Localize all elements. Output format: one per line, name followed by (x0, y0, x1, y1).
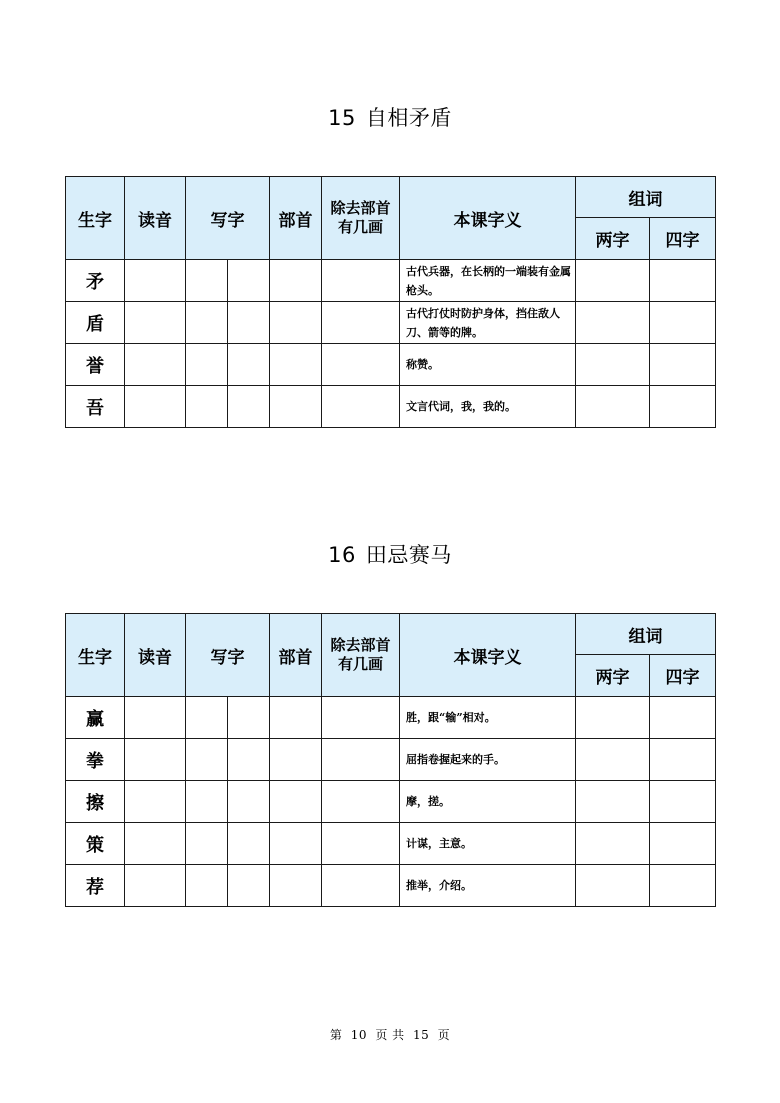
meaning-cell: 屈指卷握起来的手。 (400, 739, 576, 781)
stroke-cell[interactable] (322, 697, 400, 739)
char-cell: 誉 (66, 344, 125, 386)
pinyin-cell[interactable] (125, 697, 186, 739)
meaning-cell: 称赞。 (400, 344, 576, 386)
four-char-word-cell[interactable] (650, 302, 716, 344)
header-stroke-line1: 除去部首 (330, 636, 391, 654)
header-bushou: 部首 (270, 177, 322, 260)
table-row (66, 386, 716, 428)
write-cell[interactable] (186, 781, 228, 823)
footer-suffix: 页 (437, 1028, 451, 1042)
stroke-cell[interactable] (322, 386, 400, 428)
pinyin-cell[interactable] (125, 781, 186, 823)
radical-cell[interactable] (270, 344, 322, 386)
meaning-cell: 古代兵器，在长柄的一端装有金属枪头。 (400, 260, 576, 302)
footer-prefix: 第 (329, 1028, 343, 1042)
char-cell: 荐 (66, 865, 125, 907)
char-cell: 策 (66, 823, 125, 865)
four-char-word-cell[interactable] (650, 781, 716, 823)
write-cell[interactable] (186, 739, 228, 781)
write-cell[interactable] (186, 697, 228, 739)
table-row (66, 260, 716, 302)
footer-page-number: 10 (350, 1028, 367, 1042)
lesson-number: 15 (328, 106, 356, 130)
meaning-cell: 摩，搓。 (400, 781, 576, 823)
two-char-word-cell[interactable] (576, 344, 650, 386)
char-cell: 盾 (66, 302, 125, 344)
four-char-word-cell[interactable] (650, 386, 716, 428)
write-cell[interactable] (228, 739, 270, 781)
table-row (66, 739, 716, 781)
header-stroke-count (322, 177, 400, 260)
four-char-word-cell[interactable] (650, 697, 716, 739)
write-cell[interactable] (186, 386, 228, 428)
write-cell[interactable] (228, 865, 270, 907)
page-footer (0, 1026, 780, 1043)
stroke-cell[interactable] (322, 865, 400, 907)
lesson-title (0, 539, 780, 569)
four-char-word-cell[interactable] (650, 260, 716, 302)
write-cell[interactable] (228, 344, 270, 386)
header-liangzi: 两字 (576, 218, 650, 260)
radical-cell[interactable] (270, 739, 322, 781)
header-duyin: 读音 (125, 614, 186, 697)
two-char-word-cell[interactable] (576, 865, 650, 907)
header-bushou: 部首 (270, 614, 322, 697)
header-zuci: 组词 (576, 177, 716, 218)
stroke-cell[interactable] (322, 823, 400, 865)
radical-cell[interactable] (270, 781, 322, 823)
write-cell[interactable] (228, 823, 270, 865)
table-row (66, 781, 716, 823)
header-stroke-line2: 有几画 (337, 218, 383, 236)
header-ziyi: 本课字义 (400, 614, 576, 697)
meaning-cell: 古代打仗时防护身体，挡住敌人刀、箭等的牌。 (400, 302, 576, 344)
meaning-cell: 推举，介绍。 (400, 865, 576, 907)
meaning-cell: 胜，跟“输”相对。 (400, 697, 576, 739)
pinyin-cell[interactable] (125, 386, 186, 428)
header-stroke-line2: 有几画 (337, 655, 383, 673)
two-char-word-cell[interactable] (576, 823, 650, 865)
write-cell[interactable] (186, 260, 228, 302)
character-table (65, 176, 716, 428)
header-sizi: 四字 (650, 655, 716, 697)
write-cell[interactable] (228, 386, 270, 428)
write-cell[interactable] (186, 344, 228, 386)
stroke-cell[interactable] (322, 739, 400, 781)
table-row (66, 302, 716, 344)
table-row (66, 823, 716, 865)
lesson-name: 自相矛盾 (365, 106, 452, 130)
four-char-word-cell[interactable] (650, 823, 716, 865)
pinyin-cell[interactable] (125, 865, 186, 907)
two-char-word-cell[interactable] (576, 781, 650, 823)
footer-total-pages: 15 (412, 1028, 430, 1042)
header-duyin: 读音 (125, 177, 186, 260)
meaning-cell: 文言代词，我，我的。 (400, 386, 576, 428)
header-stroke-count (322, 614, 400, 697)
pinyin-cell[interactable] (125, 739, 186, 781)
four-char-word-cell[interactable] (650, 344, 716, 386)
two-char-word-cell[interactable] (576, 739, 650, 781)
radical-cell[interactable] (270, 697, 322, 739)
radical-cell[interactable] (270, 302, 322, 344)
two-char-word-cell[interactable] (576, 697, 650, 739)
radical-cell[interactable] (270, 865, 322, 907)
radical-cell[interactable] (270, 260, 322, 302)
write-cell[interactable] (228, 781, 270, 823)
header-stroke-line1: 除去部首 (330, 199, 391, 217)
table-row (66, 697, 716, 739)
table-row (66, 344, 716, 386)
pinyin-cell[interactable] (125, 302, 186, 344)
pinyin-cell[interactable] (125, 823, 186, 865)
char-cell: 擦 (66, 781, 125, 823)
two-char-word-cell[interactable] (576, 386, 650, 428)
header-xiezi: 写字 (186, 614, 270, 697)
stroke-cell[interactable] (322, 302, 400, 344)
two-char-word-cell[interactable] (576, 302, 650, 344)
write-cell[interactable] (228, 697, 270, 739)
lesson-number: 16 (328, 543, 356, 567)
char-cell: 吾 (66, 386, 125, 428)
header-shengzi: 生字 (66, 614, 125, 697)
character-table (65, 613, 716, 907)
stroke-cell[interactable] (322, 344, 400, 386)
table-row (66, 865, 716, 907)
radical-cell[interactable] (270, 823, 322, 865)
pinyin-cell[interactable] (125, 344, 186, 386)
char-cell: 矛 (66, 260, 125, 302)
lesson-title (0, 102, 780, 132)
header-liangzi: 两字 (576, 655, 650, 697)
four-char-word-cell[interactable] (650, 865, 716, 907)
lesson-name: 田忌赛马 (365, 543, 452, 567)
write-cell[interactable] (186, 823, 228, 865)
two-char-word-cell[interactable] (576, 260, 650, 302)
four-char-word-cell[interactable] (650, 739, 716, 781)
pinyin-cell[interactable] (125, 260, 186, 302)
header-sizi: 四字 (650, 218, 716, 260)
header-zuci: 组词 (576, 614, 716, 655)
write-cell[interactable] (186, 865, 228, 907)
write-cell[interactable] (228, 260, 270, 302)
stroke-cell[interactable] (322, 781, 400, 823)
meaning-cell: 计谋，主意。 (400, 823, 576, 865)
write-cell[interactable] (186, 302, 228, 344)
radical-cell[interactable] (270, 386, 322, 428)
char-cell: 赢 (66, 697, 125, 739)
footer-middle: 页 共 (375, 1028, 405, 1042)
char-cell: 拳 (66, 739, 125, 781)
header-shengzi: 生字 (66, 177, 125, 260)
header-xiezi: 写字 (186, 177, 270, 260)
header-ziyi: 本课字义 (400, 177, 576, 260)
stroke-cell[interactable] (322, 260, 400, 302)
write-cell[interactable] (228, 302, 270, 344)
